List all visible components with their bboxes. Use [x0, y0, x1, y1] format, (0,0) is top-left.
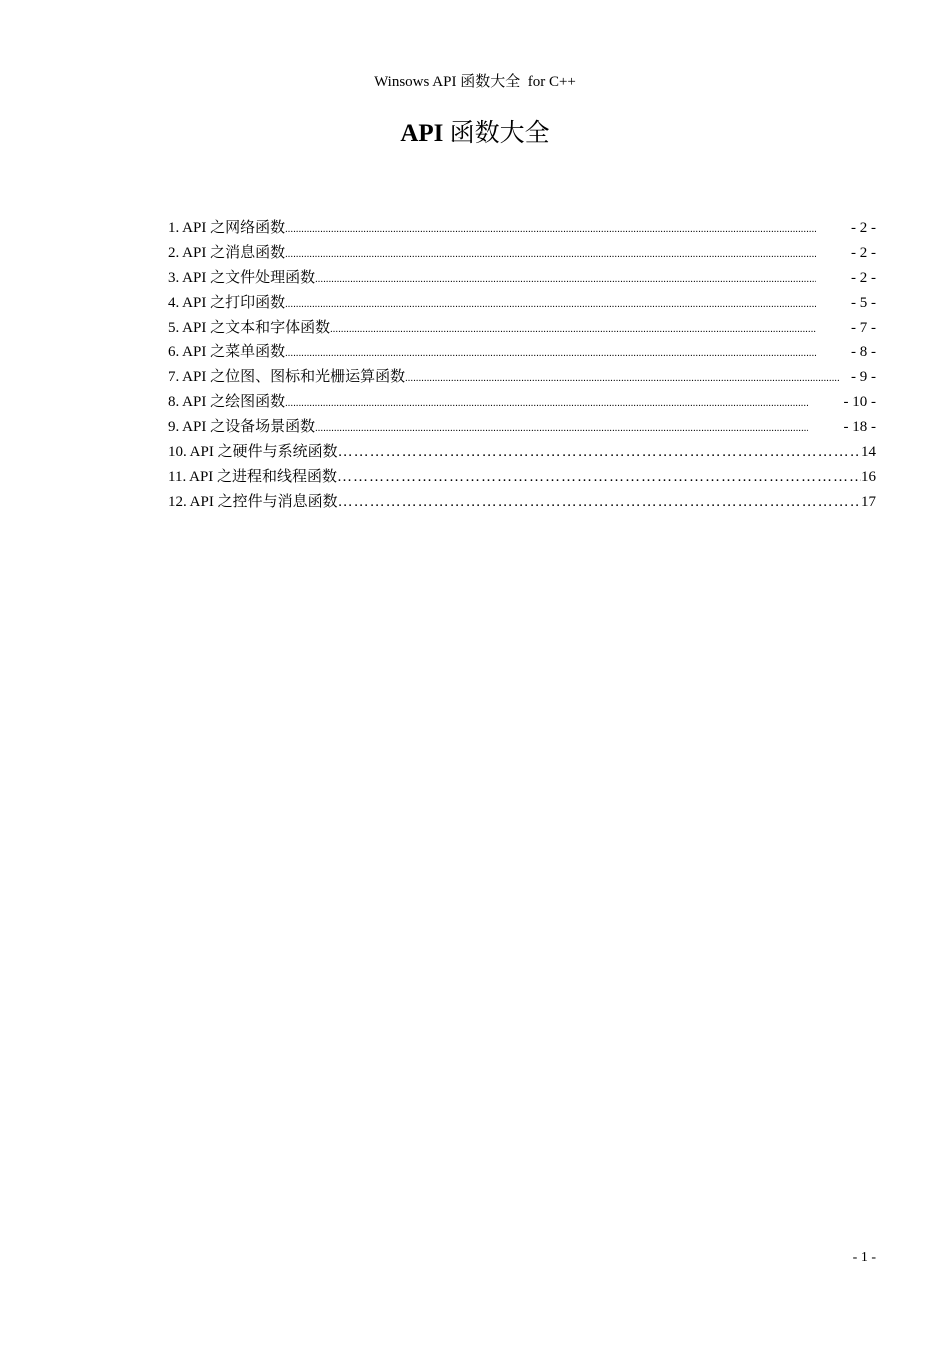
toc-dot-leader [285, 244, 816, 266]
toc-entry-page: 17 [861, 493, 876, 510]
toc-entry-label: 6. API 之菜单函数 [168, 344, 286, 361]
toc-entry-page: 14 [861, 444, 876, 461]
toc-entry[interactable] [168, 242, 876, 267]
toc-dot-leader [330, 319, 816, 341]
toc-entry-page: - 18 - [843, 419, 876, 436]
toc-entry-page: - 2 - [851, 220, 876, 236]
toc-entry-page: - 8 - [851, 344, 876, 361]
toc-entry-label: 8. API 之绘图函数 [168, 394, 286, 411]
title-rest: 函数大全 [443, 120, 550, 147]
toc-entry-label: 4. API 之打印函数 [168, 294, 286, 311]
toc-entry-label: 1. API 之网络函数 [168, 220, 286, 236]
toc-entry[interactable] [168, 466, 876, 491]
toc-entry-label: 2. API 之消息函数 [168, 244, 286, 261]
toc-entry-page: - 5 - [851, 294, 876, 311]
toc-entry[interactable] [168, 416, 876, 441]
toc-dot-leader [338, 441, 861, 463]
toc-entry-page: - 9 - [851, 369, 876, 386]
toc-dot-leader [405, 368, 840, 390]
table-of-contents [168, 217, 876, 516]
toc-entry-page: - 7 - [851, 319, 876, 336]
toc-entry[interactable] [168, 217, 876, 242]
toc-dot-leader [285, 294, 816, 316]
toc-entry[interactable] [168, 341, 876, 366]
toc-entry[interactable] [168, 441, 876, 466]
toc-dot-leader [315, 418, 808, 440]
toc-entry[interactable] [168, 317, 876, 342]
toc-entry-page: - 2 - [851, 244, 876, 261]
running-header: Winsows API 函数大全 for C++ [374, 74, 576, 90]
toc-entry-label: 10. API 之硬件与系统函数 [168, 444, 338, 461]
toc-entry-page: 16 [861, 468, 876, 485]
toc-dot-leader [285, 343, 816, 365]
toc-entry[interactable] [168, 366, 876, 391]
toc-entry-label: 3. API 之文件处理函数 [168, 269, 316, 286]
toc-entry[interactable] [168, 491, 876, 516]
toc-entry-label: 9. API 之设备场景函数 [168, 419, 316, 436]
toc-entry-label: 11. API 之进程和线程函数 [168, 468, 338, 485]
toc-entry-page: - 10 - [843, 394, 876, 411]
toc-entry-label: 5. API 之文本和字体函数 [168, 319, 331, 336]
document-title [0, 118, 950, 150]
toc-entry-label: 7. API 之位图、图标和光栅运算函数 [168, 369, 406, 386]
toc-entry[interactable] [168, 391, 876, 416]
toc-dot-leader [315, 269, 816, 291]
toc-dot-leader [285, 393, 808, 415]
toc-entry-label: 12. API 之控件与消息函数 [168, 493, 338, 510]
toc-entry[interactable] [168, 267, 876, 292]
toc-entry[interactable] [168, 292, 876, 317]
toc-dot-leader [337, 466, 861, 488]
toc-dot-leader [338, 491, 861, 513]
toc-entry-page: - 2 - [851, 269, 876, 286]
title-api: API [400, 120, 444, 147]
page-number: - 1 - [852, 1250, 876, 1265]
toc-dot-leader [285, 219, 816, 241]
